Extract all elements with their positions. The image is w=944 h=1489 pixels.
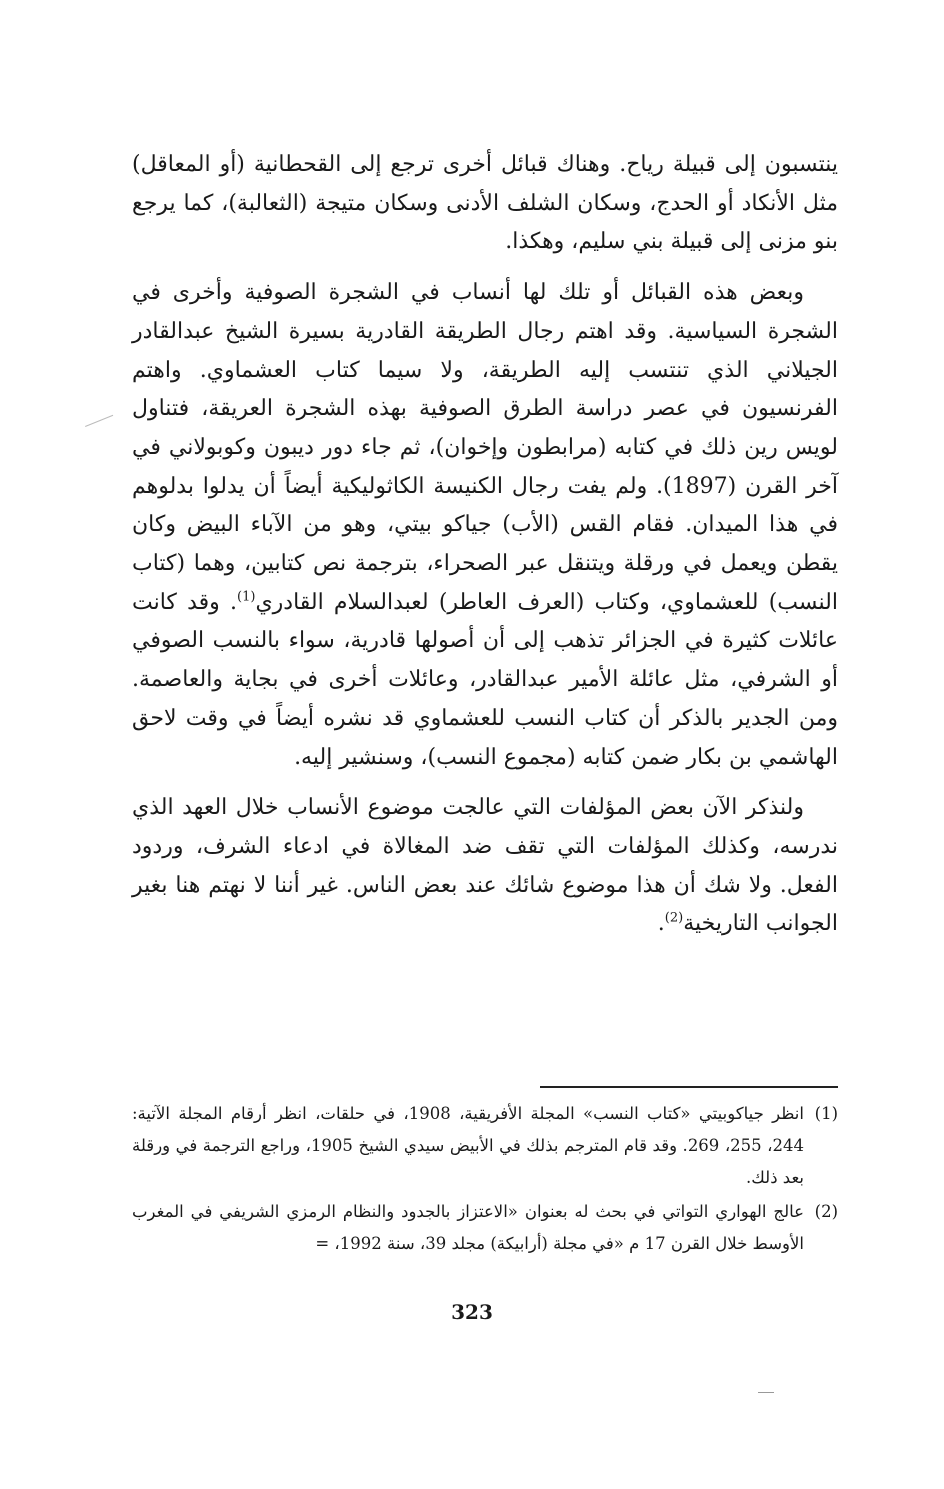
paragraph-1-text: ينتسبون إلى قبيلة رياح. وهناك قبائل أخرى ترجع إلى القحطانية (أو المعاقل) مثل الأنكاد أو الحدج، وسكان الشلف الأدنى وسكان متيجة (الثعالبة)، كما يرجع بنو مزنى إلى قبيلة بني سليم، وهكذا. xyxy=(132,152,838,255)
paragraph-2-text-before: وبعض هذه القبائل أو تلك لها أنساب في الشجرة الصوفية وأخرى في الشجرة السياسية. وقد اهتم رجال الطريقة القادرية بسيرة الشيخ عبدالقادر الجيلاني الذي تنتسب إليه الطريقة، ولا سيما كتاب العشماوي. واهتم الفرنسيون في عصر دراسة الطرق الصوفية بهذه الشجرة العريقة، فتناول لويس رين ذلك في كتابه (مرابطون وإخوان)، ثم جاء دور ديبون وكوبولاني في آخر القرن (1897). ولم يفت رجال الكنيسة الكاثوليكية أيضاً أن يدلوا بدلوهم في هذا الميدان. فقام القس (الأب) جياكو بيتي، وهو من الآباء البيض وكان يقطن ويعمل في ورقلة ويتنقل عبر الصحراء، بترجمة نص كتابين، وهما (كتاب النسب) للعشماوي، وكتاب (العرف العاطر) لعبدالسلام القادري xyxy=(132,280,839,615)
footnote-ref-2[interactable]: (2) xyxy=(664,911,684,927)
paragraph-3-text-after: . xyxy=(657,911,665,937)
paragraph-3 xyxy=(132,789,838,944)
paragraph-3-text-before: ولنذكر الآن بعض المؤلفات التي عالجت موضوع الأنساب خلال العهد الذي ندرسه، وكذلك المؤلفات التي تقف ضد المغالاة في ادعاء الشرف، وردود الفعل. ولا شك أن هذا موضوع شائك عند بعض الناس. غير أننا لا نهتم هنا بغير الجوانب التاريخية xyxy=(132,795,838,937)
footnote-2 xyxy=(132,1196,838,1260)
footnote-1-number: (1) xyxy=(814,1104,838,1123)
page-number: 323 xyxy=(451,1300,493,1324)
scan-mark xyxy=(85,415,117,436)
footnote-1 xyxy=(132,1098,838,1194)
footnote-2-text: عالج الهواري التواتي في بحث له بعنوان «الاعتزاز بالجدود والنظام الرمزي الشريفي في المغرب الأوسط خلال القرن 17 م «في مجلة (أرابيكة) مجلد 39، سنة 1992، = xyxy=(132,1202,804,1253)
paragraph-1 xyxy=(132,146,838,262)
main-text xyxy=(132,146,838,944)
paragraph-2 xyxy=(132,274,838,777)
footnote-1-text: انظر جياكوبيتي «كتاب النسب» المجلة الأفريقية، 1908، في حلقات، انظر أرقام المجلة الآتية: 244، 255، 269. وقد قام المترجم بذلك في الأبيض سيدي الشيخ 1905، وراجع الترجمة في ورقلة بعد ذلك. xyxy=(132,1104,804,1187)
footnote-2-number: (2) xyxy=(814,1202,838,1221)
paragraph-2-text-after: . وقد كانت عائلات كثيرة في الجزائر تذهب إلى أن أصولها قادرية، سواء بالنسب الصوفي أو الشرفي، مثل عائلة الأمير عبدالقادر، وعائلات أخرى في بجاية والعاصمة. ومن الجدير بالذكر أن كتاب النسب للعشماوي قد نشره أيضاً في وقت لاحق الهاشمي بن بكار ضمن كتابه (مجموع النسب)، وسنشير إليه. xyxy=(132,589,838,770)
scan-mark-bottom xyxy=(758,1392,774,1393)
footnote-divider xyxy=(540,1086,838,1088)
footnote-ref-1[interactable]: (1) xyxy=(237,589,256,605)
footnotes xyxy=(132,1098,838,1262)
